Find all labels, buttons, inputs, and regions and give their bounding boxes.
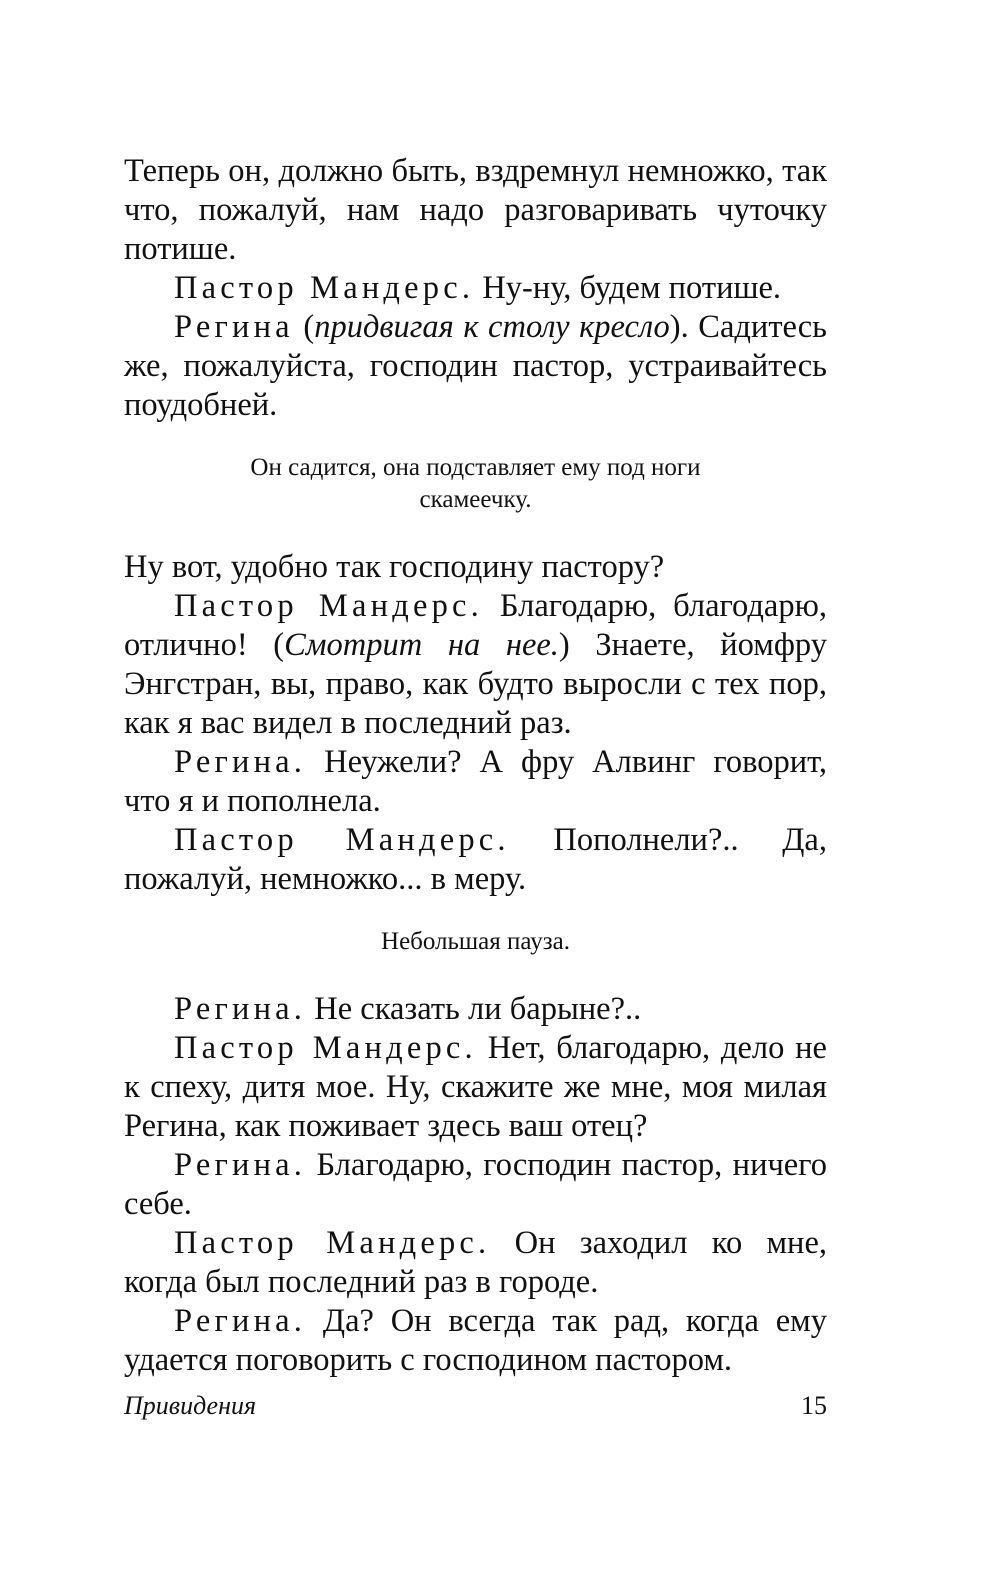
inline-stage-direction: Смотрит на нее. [284,627,559,663]
inline-stage-direction: придвигая к столу кресло [314,309,670,345]
paragraph-text: Благодарю, благодарю, отлично! ( [124,588,827,663]
speaker-name: Регина. [174,744,307,780]
paragraph-text: Да? Он всегда так рад, когда ему удается поговорить с господином пастором. [124,1303,827,1378]
speaker-name: Регина [174,309,294,345]
paragraph-1 [124,152,827,269]
stage-direction: Небольшая пауза. [381,928,570,955]
paragraph-4 [124,548,827,587]
speaker-name: Пастор Мандерс. [174,270,475,306]
page-body [124,152,827,1380]
paragraph-5 [124,587,827,743]
paragraph-8 [124,990,827,1029]
page-footer [124,1391,827,1421]
paragraph-text: ( [293,309,315,345]
speaker-name: Пастор Мандерс. [174,822,510,858]
speaker-name: Регина. [174,1147,307,1183]
paragraph-text: Благодарю, господин пастор, ничего себе. [124,1147,827,1222]
paragraph-2 [124,269,827,308]
paragraph-11 [124,1224,827,1302]
paragraph-text: Теперь он, должно быть, вздремнул немножко, так что, пожалуй, нам надо разговаривать чуточку потише. [124,153,827,267]
speaker-name: Пастор Мандерс. [174,1225,491,1261]
paragraph-6 [124,743,827,821]
paragraph-text: Он заходил ко мне, когда был последний раз в городе. [124,1225,827,1300]
paragraph-text: Неужели? А фру Алвинг говорит, что я и пополнела. [124,744,827,819]
paragraph-text: Не сказать ли барыне?.. [306,991,642,1027]
paragraph-text: Нет, благодарю, дело не к спеху, дитя мое. Ну, скажите же мне, моя милая Регина, как поживает здесь ваш отец? [124,1030,827,1144]
paragraph-10 [124,1146,827,1224]
paragraph-7 [124,821,827,899]
paragraph-text: Пополнели?.. Да, пожалуй, немножко... в меру. [124,822,827,897]
paragraph-3 [124,308,827,425]
paragraph-text: ). Садитесь же, пожалуйста, господин пастор, устраивайтесь поудобней. [124,309,827,423]
paragraph-9 [124,1029,827,1146]
paragraph-12 [124,1302,827,1380]
speaker-name: Пастор Мандерс. [174,588,483,624]
paragraph-text: Ну-ну, будем потише. [474,270,782,306]
speaker-name: Регина. [174,1303,307,1339]
speaker-name: Пастор Мандерс. [174,1030,477,1066]
paragraph-text: ) Знаете, йомфру Энгстран, вы, право, как будто выросли с тех пор, как я вас видел в последний раз. [124,627,827,741]
stage-direction: Он садится, она подставляет ему под ноги скамеечку. [250,454,701,513]
page-number: 15 [801,1391,827,1420]
running-title: Привидения [124,1391,257,1420]
speaker-name: Регина. [174,991,307,1027]
paragraph-text: Ну вот, удобно так господину пастору? [124,549,665,585]
